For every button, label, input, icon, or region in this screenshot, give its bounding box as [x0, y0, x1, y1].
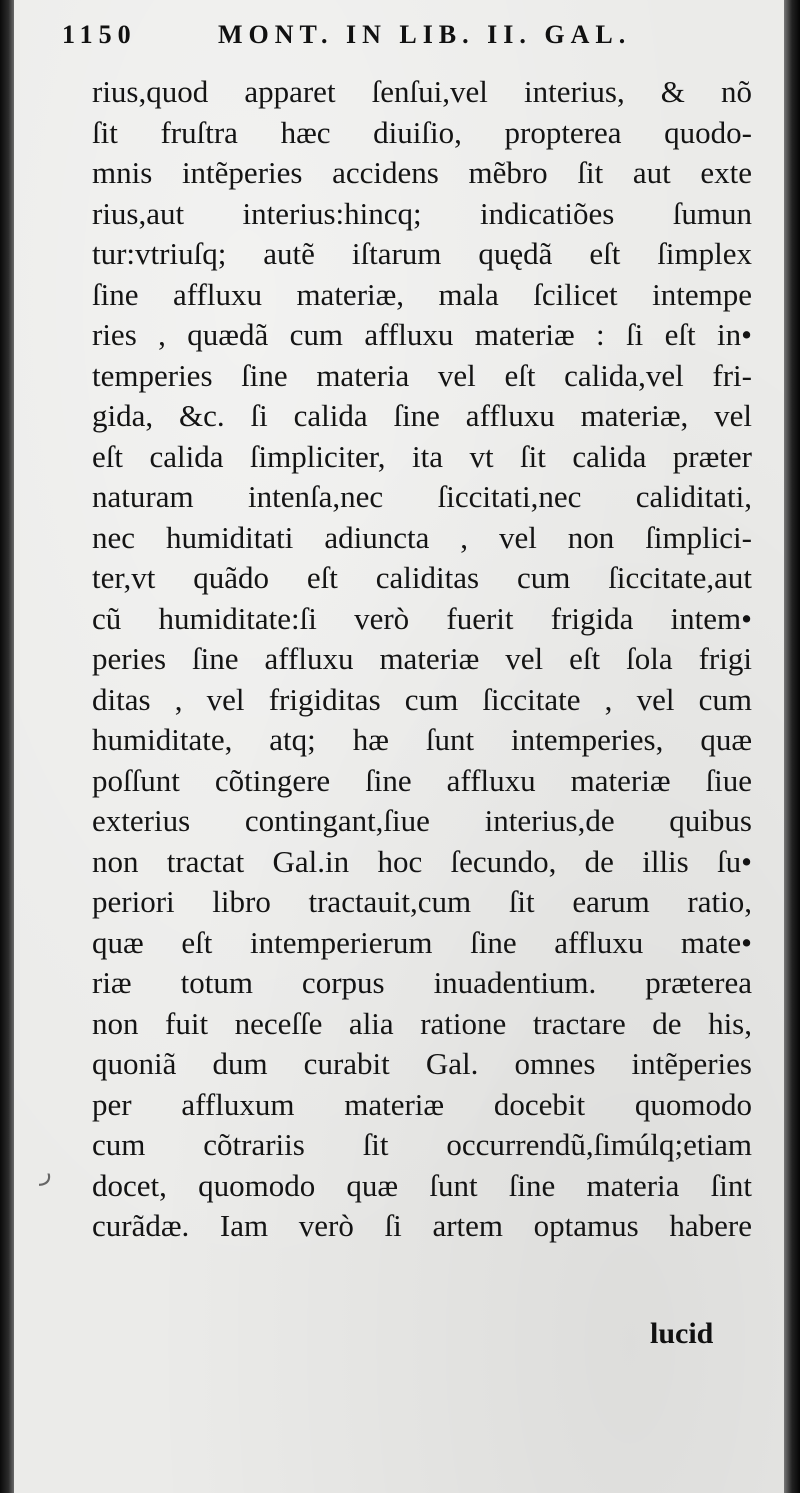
text-line: humiditate, atq; hæ ſunt intemperies, quæ: [92, 722, 752, 757]
text-line: nec humiditati adiuncta , vel non ſimplici-: [92, 519, 752, 555]
text-line: rius,aut interius:hincq; indicatiões ſumun: [92, 195, 752, 231]
running-title: MONT. IN LIB. II. GAL.: [218, 20, 632, 49]
text-line: naturam intenſa,nec ſiccitati,nec caliditati,: [92, 479, 752, 514]
book-page: [14, 0, 784, 1493]
text-line: ditas , vel frigiditas cum ſiccitate , vel cum: [92, 681, 752, 717]
text-line: ter,vt quãdo eſt caliditas cum ſiccitate,aut: [92, 560, 752, 595]
text-line: quoniã dum curabit Gal. omnes intẽperies: [92, 1046, 752, 1081]
text-line: tur:vtriuſq; autẽ iſtarum quędã eſt ſimplex: [92, 236, 752, 271]
page-number: 1150: [62, 20, 137, 49]
text-line: rius,quod apparet ſenſui,vel interius, & nõ: [92, 74, 752, 109]
text-line: eſt calida ſimpliciter, ita vt ſit calida præter: [92, 438, 752, 474]
text-line: per affluxum materiæ docebit quomodo: [92, 1086, 752, 1122]
text-line: cũ humiditate:ſi verò fuerit frigida intem•: [92, 600, 752, 636]
body-text: [92, 72, 752, 1247]
text-line: non tractat Gal.in hoc ſecundo, de illis ſu•: [92, 843, 752, 879]
text-line: periori libro tractauit,cum ſit earum ratio,: [92, 884, 752, 919]
margin-mark: ر: [40, 1160, 52, 1186]
text-line: quæ eſt intemperierum ſine affluxu mate•: [92, 924, 752, 960]
text-line: temperies ſine materia vel eſt calida,vel fri-: [92, 357, 752, 393]
text-line: peries ſine affluxu materiæ vel eſt ſola frigi: [92, 641, 752, 676]
text-line: exterius contingant,ſiue interius,de quibus: [92, 803, 752, 838]
text-line: ſit fruſtra hæc diuiſio, propterea quodo-: [92, 114, 752, 150]
text-line: cum cõtrariis ſit occurrendũ,ſimúlq;etiam: [92, 1127, 752, 1162]
left-page-edge-shadow: [0, 0, 14, 1493]
catchword: lucid: [650, 1317, 714, 1350]
page-header: [62, 20, 702, 60]
text-line: poſſunt cõtingere ſine affluxu materiæ ſiue: [92, 762, 752, 798]
text-line: mnis intẽperies accidens mẽbro ſit aut exte: [92, 155, 752, 190]
text-line: ſine affluxu materiæ, mala ſcilicet intempe: [92, 276, 752, 312]
text-line: docet, quomodo quæ ſunt ſine materia ſint: [92, 1167, 752, 1203]
right-page-edge-shadow: [784, 0, 800, 1493]
text-line: gida, &c. ſi calida ſine affluxu materiæ, vel: [92, 398, 752, 433]
text-line: ries , quædã cum affluxu materiæ : ſi eſt in•: [92, 317, 752, 352]
text-line: curãdæ. Iam verò ſi artem optamus habere: [92, 1208, 752, 1243]
text-line: riæ totum corpus inuadentium. præterea: [92, 965, 752, 1000]
text-line: non fuit neceſſe alia ratione tractare de his,: [92, 1005, 752, 1041]
